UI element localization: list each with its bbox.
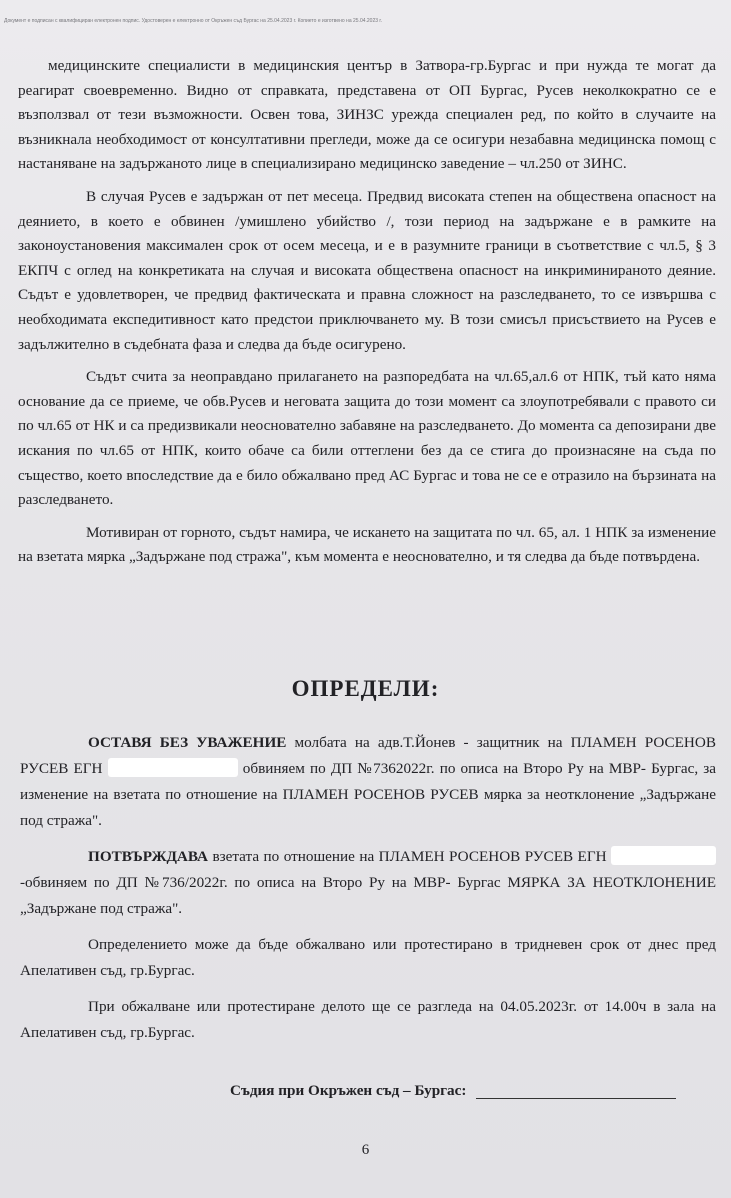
paragraph-art65-assessment: Съдът счита за неоправдано прилагането на разпоредбата на чл.65,ал.6 от НПК, тъй като няма основание да се приеме, че обв.Русев и неговата защита до този момент са злоупотребявали с правото си по чл.65 от НК и са предизвикали неоснователно забавяне на разследването. До момента са депозирани две искания по чл.65 от НПК, които обаче са били оттеглени без да се стига до произнасяне на съда по същество, което впоследствие да е било обжалвано пред АС Бургас и това не се е отразило на бързината на разследването. — [18, 368, 716, 509]
ruling-text: взетата по отношение на ПЛАМЕН РОСЕНОВ РУСЕВ ЕГН — [208, 848, 611, 865]
ruling-verb-dismiss: ОСТАВЯ БЕЗ УВАЖЕНИЕ — [88, 734, 287, 751]
ruling-text: обвиняем по ДП №7362022г. по описа на Второ Ру на МВР- Бургас, за изменение на взетата по отношение на ПЛАМЕН РОСЕНОВ РУСЕВ мярка за неотклонение „Задържане под стража". — [20, 760, 716, 829]
paragraph-conclusion: Мотивиран от горното, съдът намира, че искането на защитата по чл. 65, ал. 1 НПК за изменение на взетата мярка „Задържане под стража", към момента е неоснователно, и тя следва да бъде потвърдена. — [18, 523, 716, 566]
signature-line — [476, 1098, 676, 1099]
paragraph-detention-period: В случая Русев е задържан от пет месеца. Предвид високата степен на обществена опасност на деянието, в което е обвинен /умишлено убийство /, този период на задържане е в рамките на законоустановения максимален срок от осем месеца, и е в разумните граници в съответствие с чл.5, § 3 ЕКПЧ с оглед на конкретиката на случая и високата обществена опасност на инкриминираното деяние. Съдът е удовлетворен, че предвид фактическата и правна сложност на разследването, то се извършва с необходимата експедитивност като предстои приключването му. В този смисъл присъствието на Русев е задължително в съдебната фаза и следва да бъде осигурено. — [18, 187, 716, 353]
signature-label: Съдия при Окръжен съд – Бургас: — [230, 1082, 467, 1099]
page-number: 6 — [361, 1142, 370, 1158]
electronic-signature-header: Документ е подписан с квалифициран електронен подпис. Удостоверен е електронно от Окръжен съд Бургас на 25.04.2023 г. Копието е изготвено на 25.04.2023 г. — [4, 18, 383, 24]
ruling-text: -обвиняем по ДП №736/2022г. по описа на Второ Ру на МВР- Бургас МЯРКА ЗА НЕОТКЛОНЕНИЕ „Задържане под стража". — [20, 874, 716, 917]
ruling-item-confirm — [20, 844, 716, 922]
hearing-notice: При обжалване или протестиране делото ще се разгледа на 04.05.2023г. от 14.00ч в зала на Апелативен съд, гр.Бургас. — [20, 998, 716, 1041]
ruling-verb-confirm: ПОТВЪРЖДАВА — [88, 848, 209, 865]
ruling-section — [20, 730, 716, 1056]
redacted-egn — [611, 846, 716, 865]
ruling-title: ОПРЕДЕЛИ: — [291, 676, 440, 701]
reasoning-section — [18, 54, 716, 578]
redacted-egn — [108, 758, 238, 777]
ruling-text: молбата на адв.Т.Йонев - защитник на ПЛАМЕН РОСЕНОВ РУСЕВ ЕГН — [20, 734, 716, 777]
judge-signature — [230, 1082, 720, 1100]
appeal-notice: Определението може да бъде обжалвано или протестирано в тридневен срок от днес пред Апелативен съд, гр.Бургас. — [20, 936, 716, 979]
ruling-item-dismiss — [20, 730, 716, 834]
paragraph-medical-care: медицинските специалисти в медицинския център в Затвора-гр.Бургас и при нужда те могат да реагират своевременно. Видно от справката, представена от ОП Бургас, Русев неколкократно се е възползвал от тези възможности. Освен това, ЗИНЗС урежда специален ред, по който в случаите на възникнала необходимост от консултативни прегледи, може да се осигури незабавна медицинска помощ с настаняване на задържаното лице в специализирано медицинско заведение – чл.250 от ЗИНС. — [18, 57, 716, 173]
